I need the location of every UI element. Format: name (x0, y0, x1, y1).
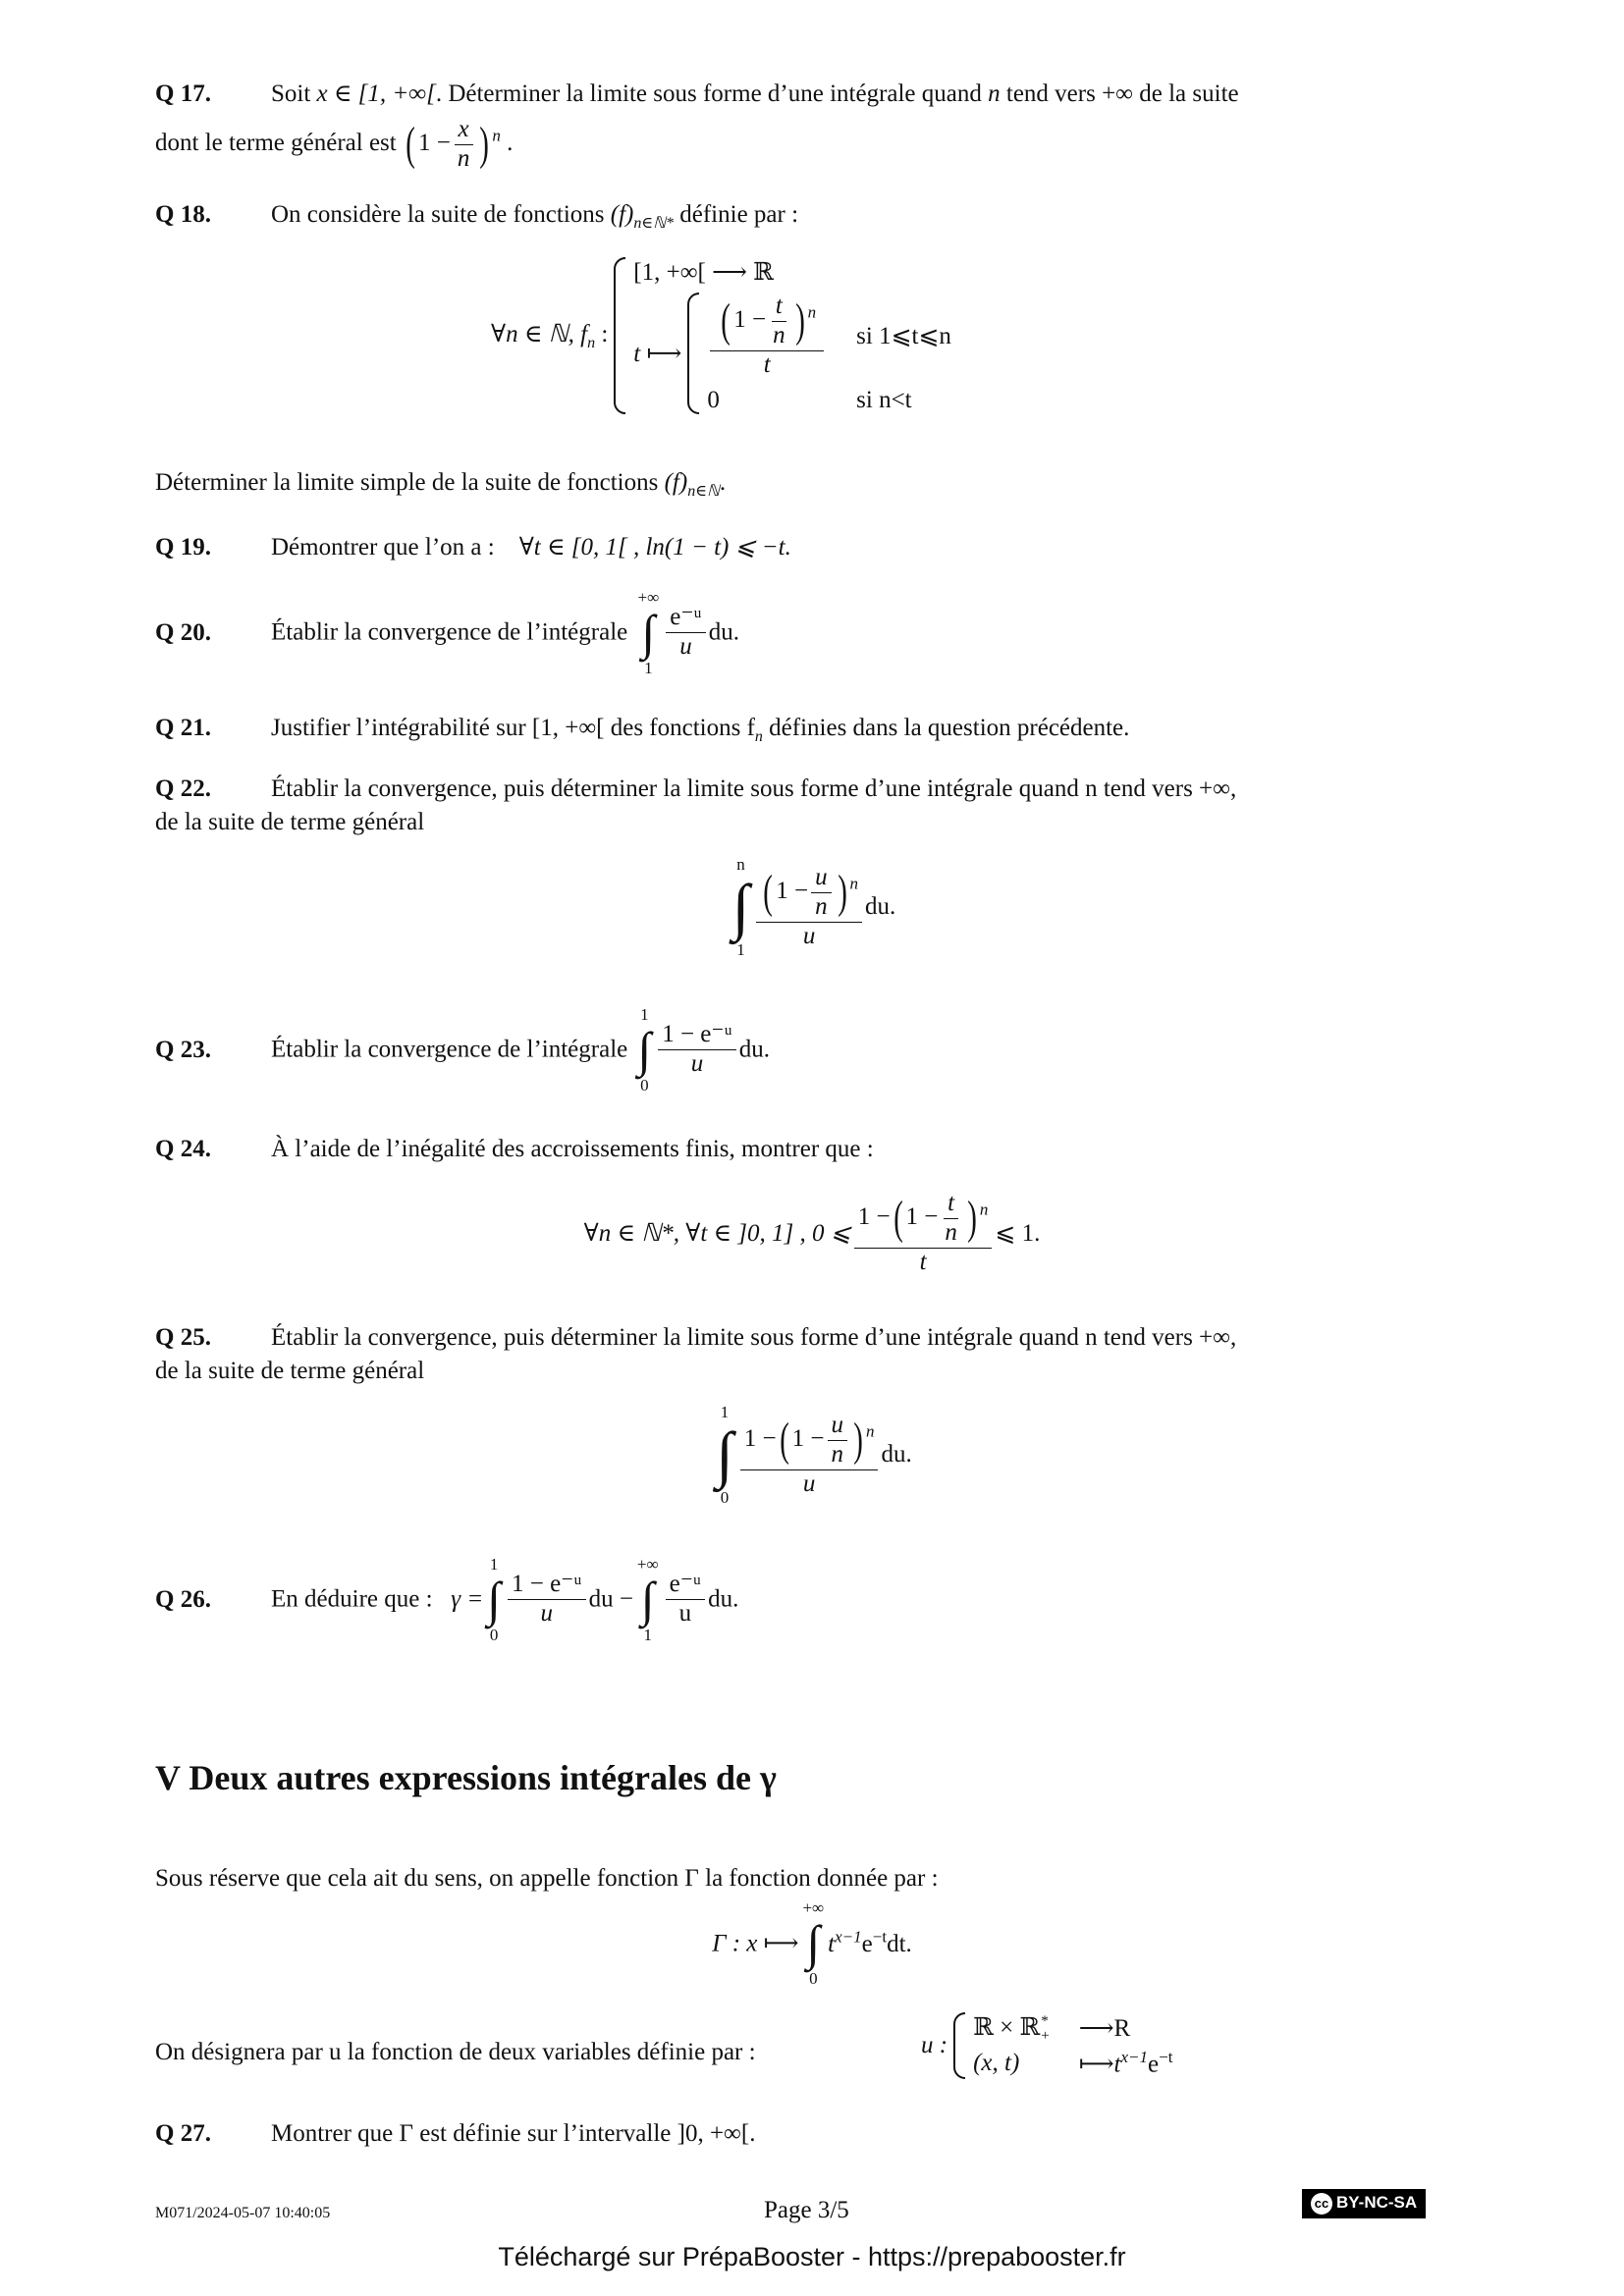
integral-sign: ∫ (637, 1022, 652, 1077)
math: ℝ × ℝ (973, 2014, 1041, 2041)
text: Établir la convergence, puis déterminer la limite sous forme d’une intégrale quand n tend vers +∞, (271, 775, 1237, 802)
fraction: ( 1 − $\frac{u}{n}$ ) $^n$ u (756, 864, 862, 950)
text: Établir la convergence, puis déterminer la limite sous forme d’une intégrale quand n tend vers +∞, (271, 1324, 1237, 1351)
question-18: Q 18. On considère la suite de fonctions $(f)_{n\in ℕ*}$ définie par : (155, 201, 799, 232)
fraction (666, 1571, 705, 1629)
math: (x, t) (973, 2049, 1020, 2076)
question-21 (155, 715, 1129, 746)
u-def-text: On désignera par u la fonction de deux variables définie par : (155, 2039, 756, 2065)
denominator: t (919, 1248, 927, 1275)
math: Γ : x ⟼ (712, 1930, 799, 1957)
math: ∀n ∈ ℕ, f (491, 321, 588, 348)
lower-bound: 0 (809, 1969, 818, 1988)
math: u : (921, 2031, 948, 2058)
footer-code: M071/2024-05-07 10:40:05 (155, 2205, 331, 2221)
denominator: u (690, 1050, 704, 1077)
math: t (828, 1931, 836, 1958)
text: Justifier l’intégrabilité sur [1, +∞[ des fonctions f (271, 715, 755, 741)
math: 1 − (857, 1202, 891, 1230)
integral-sign: ∫ (487, 1572, 501, 1627)
integral (487, 1556, 501, 1643)
exponent: −t (1159, 2048, 1173, 2067)
numerator: u (828, 1412, 848, 1441)
integral-sign: ∫ (806, 1915, 821, 1970)
question-22 (155, 775, 1236, 803)
math: 0 (707, 387, 720, 414)
math: ⟶R (1078, 2015, 1131, 2043)
question-24 (155, 1136, 874, 1163)
question-label: Q 23. (155, 1036, 211, 1063)
cases-brace (687, 293, 699, 414)
upper-bound: 1 (640, 1005, 649, 1024)
denominator: u (802, 922, 816, 949)
denominator: n (773, 321, 785, 348)
lower-bound: 1 (736, 940, 745, 960)
section-title: V Deux autres expressions intégrales de γ (155, 1758, 777, 1797)
math: 1 − (791, 1425, 825, 1453)
denominator: u (802, 1469, 816, 1497)
denominator: u (679, 633, 692, 660)
integral-sign: ∫ (640, 1572, 655, 1627)
subscript: n∈ℕ (687, 483, 720, 500)
domain-codomain: [1, +∞[ ⟶ ℝ (633, 259, 774, 286)
math: du. (738, 1036, 771, 1063)
superscript: * (1041, 2013, 1049, 2030)
license-badge (1302, 2189, 1426, 2218)
question-label: Q 22. (155, 775, 211, 802)
exponent: x−1 (1120, 2048, 1149, 2067)
lower-bound: 0 (640, 1076, 649, 1095)
function-name (491, 319, 608, 352)
question-17 (155, 79, 1239, 108)
text: tend vers +∞ de la suite (1000, 80, 1239, 107)
denominator: u (678, 1600, 692, 1627)
download-link[interactable]: Téléchargé sur PrépaBooster - https://prepabooster.fr (498, 2242, 1126, 2271)
upper-bound: +∞ (636, 1555, 659, 1574)
q25-integral (0, 1404, 1624, 1506)
q24-inequality (0, 1190, 1624, 1276)
integral (802, 1899, 824, 1987)
denominator: u (540, 1600, 554, 1627)
subscript: + (1041, 2028, 1050, 2045)
math: du − (588, 1585, 633, 1613)
u-definition (921, 2012, 1172, 2079)
text: Soit (271, 80, 317, 107)
subscript: n (754, 728, 763, 745)
text: Montrer que Γ est définie sur l’intervalle ]0, +∞[. (271, 2120, 756, 2147)
exponent: x−1 (835, 1927, 862, 1947)
fraction: 1 −( 1 − $\frac{u}{n}$ ) $^n$ u (740, 1412, 879, 1498)
exponent: n (807, 302, 817, 322)
question-label: Q 24. (155, 1136, 211, 1162)
text: . Déterminer la limite sous forme d’une intégrale quand (435, 80, 989, 107)
math: x ∈ [1, +∞[ (316, 80, 436, 107)
text: . (719, 469, 727, 496)
math: 1 − (417, 129, 451, 156)
exponent: n (849, 874, 859, 893)
math: 1 − (733, 305, 767, 333)
left-paren: ( (406, 118, 415, 171)
upper-bound: 1 (720, 1403, 730, 1421)
condition: si n<t (856, 387, 912, 414)
upper-bound: +∞ (637, 588, 660, 607)
text: définie par : (674, 201, 799, 228)
math: du. (881, 1441, 912, 1468)
fraction: ( 1 − $\frac{t}{n}$ ) $^n$ t (710, 293, 824, 379)
integral (732, 856, 750, 958)
fraction (508, 1571, 586, 1629)
math: : (595, 321, 609, 348)
text: À l’aide de l’inégalité des accroissements finis, montrer que : (271, 1136, 874, 1162)
question-label: Q 21. (155, 715, 211, 741)
math: e (1148, 2051, 1160, 2078)
math: t ⟼ (633, 341, 682, 368)
question-27 (155, 2120, 755, 2148)
right-paren: ) (479, 118, 490, 171)
question-26 (155, 1556, 738, 1643)
math: (f (610, 201, 626, 228)
question-23 (155, 1006, 770, 1094)
exponent: n (492, 126, 501, 145)
text: Déterminer la limite simple de la suite de fonctions (155, 469, 665, 496)
numerator: e⁻ᵘ (666, 604, 705, 633)
question-label: Q 18. (155, 201, 211, 228)
math: 1 − (743, 1425, 777, 1453)
lower-bound: 0 (489, 1626, 499, 1644)
question-20 (155, 589, 739, 676)
math: ⩽ 1. (995, 1220, 1041, 1248)
denominator: n (457, 144, 470, 172)
math: dt. (887, 1931, 912, 1958)
exponent: n (865, 1421, 875, 1441)
question-label: Q 17. (155, 80, 211, 107)
subscript: n∈ℕ* (633, 215, 675, 232)
subscript: n (587, 335, 596, 352)
integral-sign: ∫ (716, 1419, 733, 1489)
lower-bound: 1 (644, 659, 653, 677)
question-25 (155, 1324, 1236, 1352)
denominator: t (763, 350, 771, 378)
numerator: t (772, 293, 786, 322)
text: dont le terme général est (155, 129, 403, 156)
integral (716, 1404, 733, 1506)
page-number: Page 3/5 (764, 2197, 849, 2223)
math: 1 − (776, 878, 809, 905)
limit-simple-text: Déterminer la limite simple de la suite de fonctions $(f)_{n\in ℕ}$. (155, 469, 727, 500)
math: γ = (451, 1585, 484, 1613)
integral (637, 1556, 659, 1643)
license-text: BY-NC-SA (1336, 2193, 1418, 2212)
exponent: n (979, 1200, 989, 1219)
exponent: −t (872, 1927, 888, 1947)
math: du. (865, 893, 896, 921)
text: Établir la convergence de l’intégrale (271, 618, 634, 646)
numerator: e⁻ᵘ (666, 1571, 705, 1600)
math: du. (708, 618, 739, 646)
upper-bound: +∞ (802, 1898, 825, 1917)
question-label: Q 27. (155, 2120, 211, 2147)
question-label: Q 26. (155, 1585, 211, 1613)
question-17-line2: dont le terme général est ( 1 − $\frac{x}{n}$ ) $^n$ . (155, 116, 514, 172)
math: ∀n ∈ ℕ*, ∀t ∈ ]0, 1] , 0 ⩽ (583, 1220, 851, 1248)
text: Démontrer que l’on a : (271, 534, 495, 561)
math: 1 − (905, 1202, 939, 1230)
math: ∀t ∈ [0, 1[ , ln(1 − t) ⩽ −t. (518, 534, 791, 561)
q22-integral (0, 856, 1624, 958)
upper-bound: n (736, 855, 745, 874)
denominator: n (945, 1218, 957, 1246)
gamma-intro-text: Sous réserve que cela ait du sens, on appelle fonction Γ la fonction donnée par : (155, 1865, 939, 1892)
fraction (658, 1021, 736, 1079)
question-label: Q 20. (155, 618, 211, 646)
u-cases (973, 2012, 1172, 2079)
numerator: u (811, 864, 832, 893)
math: e (861, 1931, 873, 1958)
numerator: 1 − e⁻ᵘ (508, 1571, 586, 1600)
lower-bound: 0 (720, 1488, 730, 1508)
integral (638, 1006, 652, 1094)
question-19 (155, 532, 791, 561)
question-22-line2: de la suite de terme général (155, 809, 425, 835)
integral-sign: ∫ (731, 872, 750, 941)
question-label: Q 19. (155, 534, 211, 561)
integral (638, 589, 660, 676)
numerator: x (455, 116, 473, 145)
left-brace (953, 2012, 965, 2079)
fraction: 1 −( 1 − $\frac{t}{n}$ ) $^n$ t (854, 1190, 993, 1276)
function-definition (491, 257, 951, 414)
condition: si 1⩽t⩽n (856, 323, 951, 350)
math: n (988, 80, 1001, 107)
gamma-definition (0, 1899, 1624, 1987)
denominator: n (831, 1440, 843, 1468)
text: définies dans la question précédente. (762, 715, 1130, 741)
text: On considère la suite de fonctions (271, 201, 611, 228)
lower-bound: 1 (643, 1626, 653, 1644)
numerator: t (944, 1190, 958, 1219)
upper-bound: 1 (489, 1555, 499, 1574)
fraction (454, 116, 474, 174)
question-25-line2: de la suite de terme général (155, 1358, 425, 1384)
question-label: Q 25. (155, 1324, 211, 1351)
math: (f (664, 469, 679, 496)
math: du. (708, 1585, 739, 1613)
denominator: n (815, 892, 828, 920)
numerator: 1 − e⁻ᵘ (658, 1021, 736, 1050)
text: En déduire que : (271, 1585, 433, 1613)
left-brace (614, 257, 625, 414)
cases (707, 293, 951, 414)
cc-icon: cc (1311, 2193, 1332, 2215)
math: ⟼t (1078, 2051, 1121, 2078)
text: Établir la convergence de l’intégrale (271, 1036, 634, 1063)
integral-sign: ∫ (641, 605, 656, 660)
fraction (666, 604, 705, 662)
